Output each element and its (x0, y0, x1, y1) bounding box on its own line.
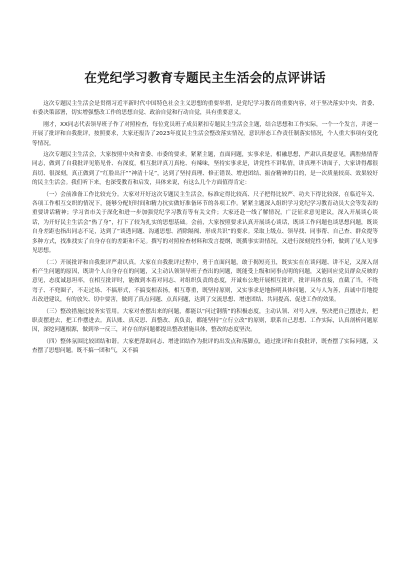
paragraph-point-1: （一）会前准备工作比较充分。大家对开好这次专题民主生活会，标准定得比较高、尺子把得比较严、功夫下得比较深，在临近年关、各项工作相互交织的情况下，能够分配好时间和精力抗实做好准备环节的各项工作。紧紧主题深入组织学习党纪学习教育动员大会等发表的重要讲话精神；学习省市关于深化和进一步加强党纪学习教育等有关文件；大家还赴一线了解情况，广泛征求意见建议，深入开展谈心谈话，为开好民主生活会“热了身”，打下了较为扎实的思想基础。会前，大家按照要求认真开展谈心谈话，既谈工作问题也谈思想问题，既谈自身差距也指出同志不足，达到了“谈透问题、沟通思想、消除隔阂、形成共识”的要求。采取上级点、领导找、同事帮、自己查、群众提等多种方式，找准找实了自身存在的差距和不足。撰写的对照检查材料和发言提纲，既撰事实讲情况，又进行深刻党性分析，做到了见人见事见思想。 (32, 191, 378, 255)
paragraph-point-2: （二）开展批评和自我批评严肃认真。大家在自我批评过程中，勇于直面问题，敢于揭短亮丑，既实实在在谈问题、讲不足，又深入剖析产生问题的原因，既讲个人自身存在的问题，又主动认领领导班子查出的问题，既能受上级和同事点明的问题，又能回应党员群众反映的意见，态度诚恳坦率，在相互批评时，能做到本着对同志、对组织负责的态度，开诚布公地开展相互批评，批评具体直接，直截了当，不绕弯子、不兜圈子，不走过场、不搞形式，不搞变相表扬，相互尊重，既坚持原则，又实事求是地指明具体问题，又与人为善，真诚中肯地提出改进建议，有的放矢、切中要害，做到了真点问题、点真问题，达到了交流思想、增进团结、共同提高、促进工作的效果。 (32, 259, 378, 304)
paragraph-point-4: （四）整体氛围比较团结和谐。大家把帮助同志、增进团结作为批评的出发点和落脚点，通过批评和自我批评，既查摆了实际问题，又查摆了思想问题。既不搞一团和气，又不搞 (32, 338, 378, 355)
document-body (32, 100, 378, 357)
document-title: 在党纪学习教育专题民主生活会的点评讲话 (84, 70, 326, 85)
paragraph-intro: 这次专题民主生活会是贯彻习近平新时代中国特色社会主义思想的重要举措，是党纪学习教育的重要内容，对于坚决落实中央、省委、市委决策部署，切实增强整改工作的思想自觉、政治自觉和行动自觉，具有重要意义。 (32, 101, 378, 117)
paragraph-assessment: 这次专题民主生活会，大家按照中央和省委、市委的要求，紧紧主题，直面问题，实事求是，相融思想，严肃认真提意见，满腔热情帮同志，做到了自我批评见筋见骨、有深度，相互批评真刀真枪、有辣味，坚持实事求是，讲党性不讲私情，讲真理不讲面子，大家讲得都很真切、很深刻，真正做到了“红脸出汗”“神清十足”，达到了坚持真理、修正错误、增进团结、振奋精神的目的，是一次质量较高、效果较好的民主生活会。我们听下来，也深受教育和启发，具体来说，有这么几个方面值得肯定： (32, 152, 378, 187)
paragraph-point-3: （三）整改措施比较务实管用。大家对查摆出来的问题，都能以“问过钢筋”的积极态度，主动认领、对号入座，坚决把自己摆进去，把职责摆进去，把工作摆进去。真认账、真反思、真整改、真负责，都能坚持“立行立改”的原则，联系自己思想、工作实际，认真剖析问题原因，深挖问题根源，做到举一反三，对存在的问题都提出整改措施具体，整改的态度坚决。 (32, 308, 378, 334)
paragraph-review: 刚才，XX同志代表领导班子作了对照检查，每位党员班子成员紧扣专题民主生活会主题，结合思想和工作实际，一个一个发言，并逐一开展了批评和自我批评，按照要求，大家还报告了2023年度民主生活会整改落实情况，意识形态工作责任制落实情况，个人重大事项有变化等情况。 (32, 121, 378, 147)
